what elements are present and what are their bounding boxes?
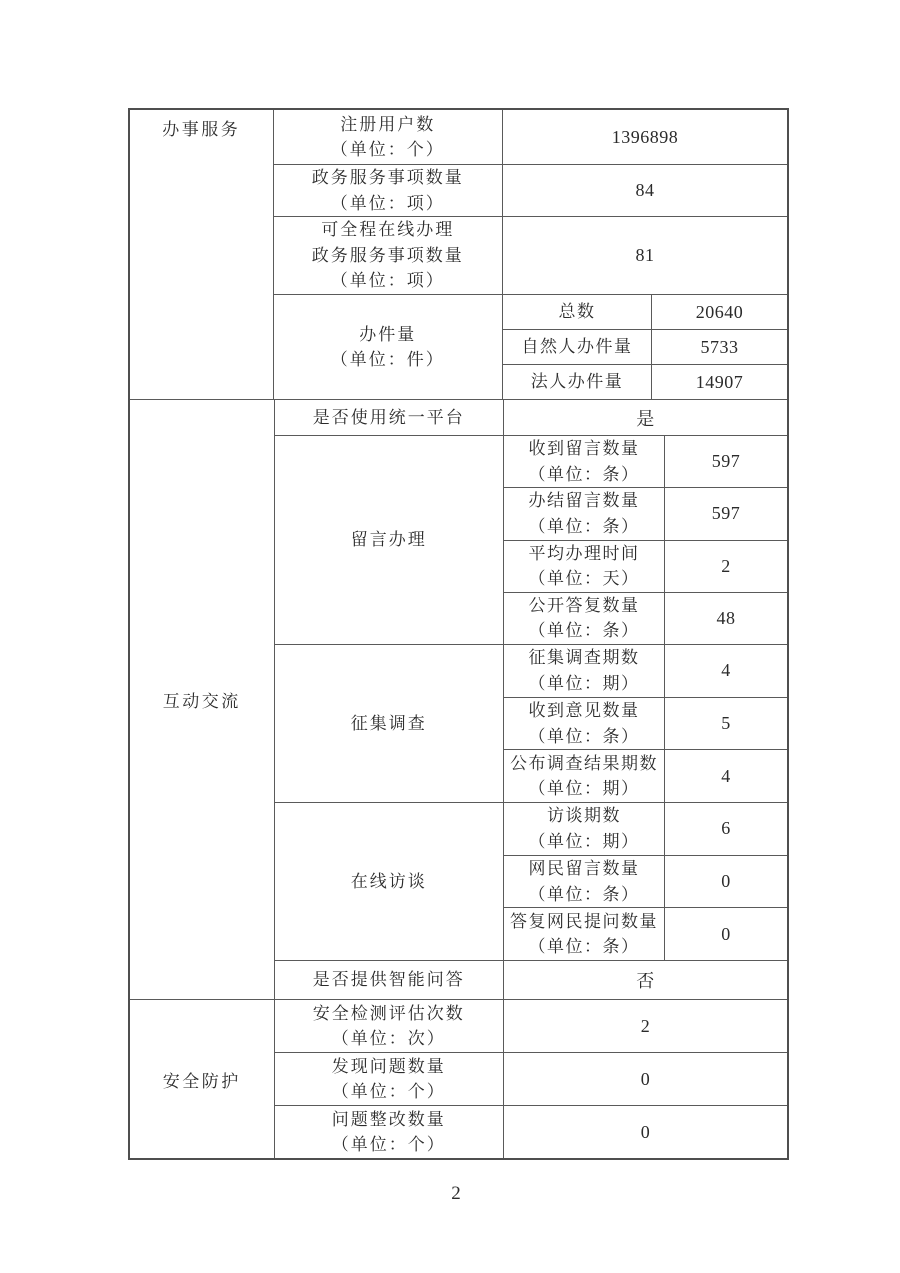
category-cell-services [130,110,274,399]
subrow-label [504,541,665,592]
subrow-label [503,330,652,364]
subrow-value: 5733 [700,336,739,357]
subrow-label [503,295,652,329]
subrow-unit-text: （单位：条） [528,726,640,746]
metric-label: 征集调查 [350,713,427,733]
subrow-unit-text: （单位：期） [528,831,640,851]
metric-label: 政务服务事项数量 [311,245,464,265]
subrow-survey-results-published [504,749,787,802]
subrow-label [504,856,665,908]
subrow-unit-text: （单位：条） [528,884,640,904]
subrow-label-text: 平均办理时间 [528,543,640,563]
value-cell: 是 [636,408,655,429]
metric-label: 安全检测评估次数 [312,1003,465,1023]
metric-unit: （单位：个） [330,140,445,159]
subrow-label-text: 答复网民提问数量 [510,911,658,931]
subrow-unit-text: （单位：期） [528,779,640,799]
subrow-natural-person [503,329,787,364]
table-row-survey [275,644,788,802]
subtable-case-volume [503,295,787,399]
subrow-messages-resolved [504,487,787,539]
subrow-value: 48 [716,607,736,628]
table-row-registered-users [274,110,788,164]
subrow-value: 4 [721,660,731,681]
subtable-survey [504,645,787,802]
subrow-survey-issues [504,645,787,697]
subrow-unit-text: （单位：条） [528,621,640,641]
subrow-label-text: 收到留言数量 [528,439,640,459]
value-cell: 2 [640,1015,651,1036]
subrow-label [504,593,665,644]
subrow-label [504,750,665,802]
value-cell: 84 [635,180,655,200]
metric-cell [275,803,505,960]
metric-label: 留言办理 [350,530,427,550]
table-row-online-interview [275,802,788,960]
metric-label: 在线访谈 [350,871,427,891]
subrow-unit-text: （单位：条） [528,464,640,484]
table-section-interaction [130,399,787,999]
subrow-label-text: 访谈期数 [547,806,621,826]
category-label: 办事服务 [162,120,241,139]
metric-label: 可全程在线办理 [321,220,455,240]
section-rows [275,1000,788,1158]
metric-cell [274,110,504,164]
subrow-value: 0 [721,871,731,891]
subrow-label [504,645,665,697]
metric-unit: （单位：个） [331,1135,446,1154]
metric-cell [275,1106,505,1158]
subrow-interview-sessions [504,803,787,855]
subrow-value: 2 [721,555,731,576]
table-section-security [130,999,787,1158]
subrow-label [504,436,665,487]
metric-label: 政务服务事项数量 [311,168,464,187]
metric-unit: （单位：次） [331,1029,446,1048]
value-cell: 0 [640,1121,651,1142]
subrow-value: 5 [721,713,731,733]
subrow-value: 0 [721,923,731,944]
section-rows [274,110,788,399]
metric-label: 是否提供智能问答 [312,970,465,990]
subrow-legal-person [503,364,787,399]
subrow-label-text: 自然人办件量 [521,337,633,357]
metric-unit: （单位：个） [331,1082,446,1101]
metric-unit: （单位：件） [330,350,445,369]
subrow-label-text: 网民留言数量 [528,859,640,878]
subtable-message-handling [504,436,787,644]
table-row-message-handling [275,435,788,644]
subrow-netizen-messages [504,855,787,908]
value-cell: 0 [640,1068,651,1089]
value-cell: 81 [635,245,655,265]
subrow-label [504,908,665,960]
metric-label: 是否使用统一平台 [312,407,465,427]
table-section-services [130,110,787,399]
subrow-label-text: 收到意见数量 [528,701,640,720]
subrow-total [503,295,787,329]
table-row-issues-rectified [275,1105,788,1158]
subrow-unit-text: （单位：条） [528,937,640,957]
category-label: 安全防护 [162,1071,241,1091]
metric-cell [275,961,505,999]
subrow-value: 597 [711,503,741,524]
category-cell-interaction [130,400,275,999]
metric-label: 注册用户数 [340,114,436,134]
subrow-unit-text: （单位：条） [528,516,640,536]
subrow-value: 597 [711,451,741,472]
subrow-opinions-received [504,697,787,750]
stats-table [128,108,789,1160]
subrow-questions-answered [504,907,787,960]
metric-cell [274,165,504,216]
category-label: 互动交流 [162,692,241,711]
subrow-value: 6 [721,818,731,839]
value-cell: 1396898 [611,126,679,147]
table-row-case-volume [274,294,788,399]
subrow-label [504,803,665,855]
page-number: 2 [451,1183,461,1204]
subrow-label-text: 总数 [558,302,596,322]
subrow-value: 14907 [695,371,744,392]
subrow-label-text: 公开答复数量 [528,595,640,615]
subrow-label-text: 办结留言数量 [528,491,640,511]
table-row-unified-platform [275,400,788,435]
metric-cell [275,436,505,644]
subrow-value: 4 [721,765,731,786]
table-row-online-service-items [274,216,788,294]
metric-cell [275,1000,505,1052]
subrow-unit-text: （单位：期） [528,673,640,693]
subrow-unit-text: （单位：天） [528,569,640,589]
subrow-average-handling-time [504,540,787,592]
metric-cell [275,400,505,435]
metric-label: 发现问题数量 [331,1056,446,1076]
metric-cell [274,217,504,294]
section-rows [275,400,788,999]
subrow-label-text: 法人办件量 [530,372,624,392]
metric-cell [275,1053,505,1105]
subtable-online-interview [504,803,787,960]
category-cell-security [130,1000,275,1158]
value-cell: 否 [636,971,655,991]
subrow-label-text: 征集调查期数 [528,648,640,668]
table-row-issues-found [275,1052,788,1105]
metric-cell [275,645,505,802]
metric-unit: （单位：项） [330,193,445,213]
subrow-public-replies [504,592,787,644]
metric-label: 办件量 [359,324,417,344]
metric-unit: （单位：项） [330,271,445,291]
metric-label: 问题整改数量 [331,1109,446,1129]
metric-cell [274,295,504,399]
table-row-service-items [274,164,788,216]
subrow-label [504,488,665,539]
subrow-value: 20640 [695,301,744,322]
subrow-label [503,365,652,399]
table-row-smart-qa [275,960,788,999]
subrow-label-text: 公布调查结果期数 [510,753,658,773]
subrow-label [504,698,665,750]
subrow-messages-received [504,436,787,487]
table-row-security-assessments [275,1000,788,1052]
